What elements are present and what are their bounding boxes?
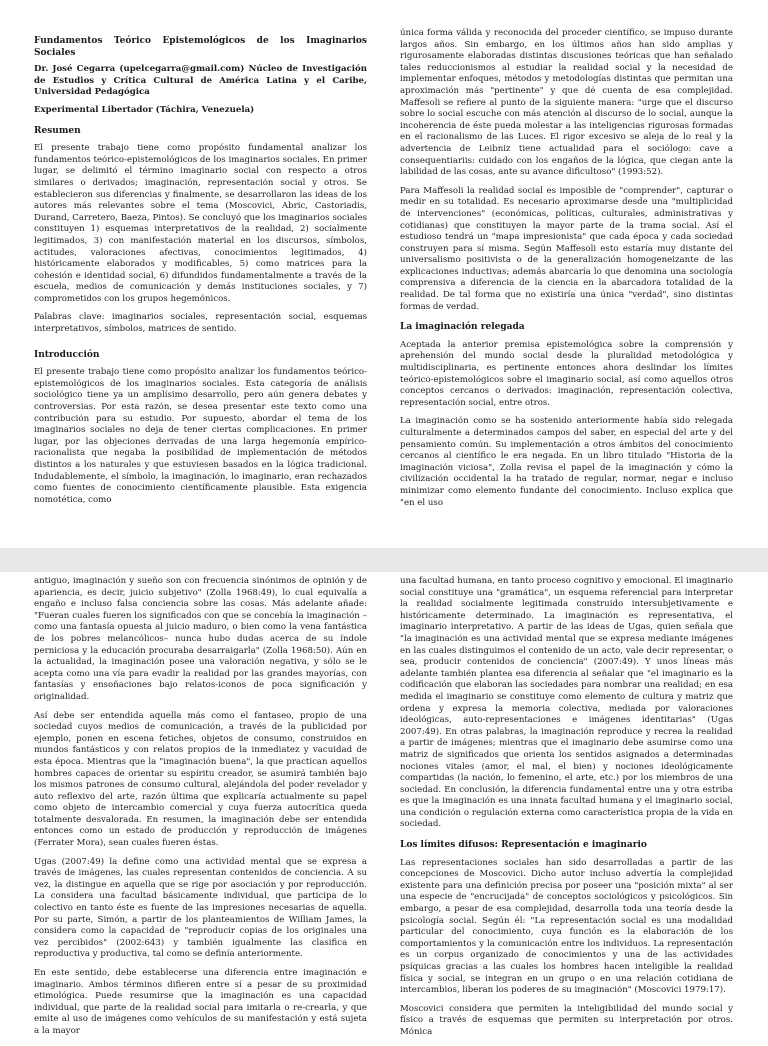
body-paragraph: La imaginación como se ha sostenido anteriormente había sido relegada culturalmente a determinados campos del saber, en especial del arte y del pensamiento común. Su implementación a otros ámbitos del conocimiento cercanos al científico le era negada. En un libro titulado "Historia de la imaginación viciosa", Zolla revisa el papel de la imaginación y cómo la civilización occidental la ha tratado de regular, normar, negar e incluso minimizar como elemento fundante del conocimiento. Incluso explica que "en el uso bbox=[400, 416, 733, 508]
intro-heading: Introducción bbox=[34, 349, 100, 360]
body-paragraph: Así debe ser entendida aquella más como el fantaseo, propio de una sociedad cuyos medios de comunicación, a través de la publicidad por ejemplo, ponen en escena fetiches, objetos de consumo, construidos en mundos fantásticos y con relatos propios de la inmediatez y vacuidad de esta época. Mientras que la "imaginación buena", la que practican aquellos hombres capaces de orientar su espíritu creador, se asumirá también bajo los mismos patrones de consumo cultural, alejándola del poder revelador y auto reflexivo del arte, razón última que explicaría actualmente su papel como objeto de intercambio comercial y cuya fuerza autocrítica queda totalmente desvalorada. En resumen, la imaginación debe ser entendida entonces como un estado de producción y reproducción de imágenes (Ferrater Mora), sean cuales fueren éstas. bbox=[34, 710, 367, 849]
body-paragraph: antiguo, imaginación y sueño son con frecuencia sinónimos de opinión y de apariencia, es decir, juicio subjetivo" (Zolla 1968:49), lo cual equivalía a engaño e incluso falsa conciencia sobre las cosas. Más adelante añade: "Fueran cuales fueren los significados con que se concebía la imaginación – como una fantasía opuesta al juicio maduro, o bien como la vena fantástica de los pobres melancólicos– nunca hubo dudas acerca de su índole perniciosa y la educación procuraba desarraigarla" (Zolla 1968:50). Aún en la actualidad, la imaginación posee una valoración negativa, y sólo se le acepta como una vía para evadir la realidad por las grandes mayorías, con fantasías y ensoñaciones bajo relatos-iconos de poca significación y originalidad. bbox=[34, 576, 367, 702]
body-paragraph: En este sentido, debe establecerse una diferencia entre imaginación e imaginario. Ambos términos difieren entre sí a pesar de su proximidad etimológica. Puede resumirse que la imaginación es una capacidad individual, que parte de la realidad social para imitarla o re-crearla, y que emite al uso de imágenes como vehículos de su manifestación y está sujeta a la mayor bbox=[34, 968, 367, 1036]
body-paragraph: Aceptada la anterior premisa epistemológica sobre la comprensión y aprehensión del mundo social desde la pluralidad metodológica y multidisciplinaria, es pertinente entonces ahora deslindar los límites teórico-epistemológicos sobre el imaginario social, así como aquellos otros conceptos cercanos o derivados: imaginación, representación colectiva, representación social, entre otros. bbox=[400, 339, 733, 408]
body-paragraph: Para Maffesoli la realidad social es imposible de "comprender", capturar o medir en su totalidad. Es necesario aproximarse desde una "multiplicidad de intervenciones" (económicas, políticas, culturales, administrativas y cotidianas) que constituyen la mayor parte de la trama social. Así el estudioso tendrá un "mapa impresionista" que cada época y cada sociedad construyen para sí misma. Según Maffesoli esto estaría muy distante del universalismo positivista o de la generalización homogeneizante de las explicaciones inductivas; además abarcaría lo que denomina una sociología comprensiva a diferencia de la ciencia en la abarcadora totalidad de la realidad. De tal forma que no existiría una única "verdad", sino distintas formas de verdad. bbox=[400, 185, 733, 312]
section-heading: La imaginación relegada bbox=[400, 322, 525, 333]
left-column bbox=[34, 576, 367, 1045]
body-paragraph: Ugas (2007:49) la define como una actividad mental que se expresa a través de imágenes, las cuales representan contenidos de conciencia. A su vez, la distingue en aquella que se rige por asociación y por reproducción. La considera una facultad básicamente individual, que participa de lo colectivo en tanto éste es fuente de las impresiones necesarias de aquella. Por su parte, Simón, a partir de los planteamientos de William James, la considera como la capacidad de "reproducir copias de los originales una vez percibidos" (2002:643) y también igualmente las clasifica en reproductiva y productiva, tal como se definía anteriormente. bbox=[34, 856, 367, 960]
keywords: Palabras clave: imaginarios sociales, representación social, esquemas interpretativos, símbolos, matrices de sentido. bbox=[34, 312, 367, 335]
author-line: Dr. José Cegarra (upelcegarra@gmail.com) Núcleo de Investigación de Estudios y Crítica Cultural de América Latina y el Caribe, Universidad Pedagógica bbox=[34, 64, 367, 98]
abstract-text: El presente trabajo tiene como propósito fundamental analizar los fundamentos teórico-epistemológicos de los imaginarios sociales. En primer lugar, se delimitó el término imaginario social con respecto a otros similares o derivados; imaginación, representación social y otros. Se establecieron sus diferencias y finalmente, se desarrollaron las ideas de los autores más relevantes sobre el tema (Moscovici, Abric, Castoriadis, Durand, Carretero, Baeza, Pintos). Se concluyó que los imaginarios sociales constituyen 1) esquemas interpretativos de la realidad, 2) socialmente legitimados, 3) con manifestación material en los discursos, símbolos, actitudes, valoraciones afectivas, conocimientos legitimados, 4) históricamente elaborados y modificables, 5) como matrices para la cohesión e identidad social, 6) difundidos fundamentalmente a través de la escuela, medios de comunicación y demás instituciones sociales, y 7) comprometidos con los grupos hegemónicos. bbox=[34, 143, 367, 304]
body-paragraph: una facultad humana, en tanto proceso cognitivo y emocional. El imaginario social constituye una "gramática", un esquema referencial para interpretar la realidad socialmente legitimada construido intersubjetivamente e históricamente determinado. La imaginación es representativa, el imaginario interpretativo. A partir de las ideas de Ugas, quien señala que "la imaginación es una actividad mental que se expresa mediante imágenes en las cuales distinguimos el contenido de un acto, vale decir representar, o sea, producir contenidos de conciencia" (2007:49). Y unos líneas más adelante también plantea esa diferencia al señalar que "el imaginario es la codificación que elaboran las sociedades para nombrar una realidad; en esa medida el imaginario se constituye como elemento de cultura y matriz que ordena y expresa la memoria colectiva, mediada por valoraciones ideológicas, auto-representaciones e imágenes identitarias" (Ugas 2007:49). En otras palabras, la imaginación reproduce y recrea la realidad a partir de imágenes; mientras que el imaginario debe asumirse como una matriz de significados que orienta los sentidos asignados a determinadas nociones vitales (amor, el mal, el bien) y nociones ideológicamente compartidas (la nación, lo femenino, el arte, etc.) por los miembros de una sociedad. En conclusión, la diferencia fundamental entre una y otra estriba es que la imaginación es una innata facultad humana y el imaginario social, una condición o regulación externa como característica propia de la vida en sociedad. bbox=[400, 576, 733, 830]
section-heading: Los límites difusos: Representación e imaginario bbox=[400, 840, 647, 851]
paper-title: Fundamentos Teórico Epistemológicos de los Imaginarios Sociales bbox=[34, 36, 367, 58]
right-column bbox=[400, 28, 733, 516]
affiliation-line: Experimental Libertador (Táchira, Venezuela) bbox=[34, 104, 255, 115]
right-column bbox=[400, 576, 733, 1046]
document-page-bottom bbox=[0, 572, 768, 1037]
left-column bbox=[34, 36, 367, 513]
body-paragraph: Las representaciones sociales han sido desarrolladas a partir de las concepciones de Moscovici. Dicho autor incluso advertía la complejidad existente para una definición precisa por poseer una "posición mixta" al ser una especie de "encrucijada" de conceptos sociológicos y psicológicos. Sin embargo, a pesar de esa complejidad, desarrolla toda una teoría desde la psicología social. Según él: "La representación social es una modalidad particular del conocimiento, cuya función es la elaboración de los comportamientos y la comunicación entre los individuos. La representación es un corpus organizado de conocimientos y una de las actividades psíquicas gracias a las cuales los hombres hacen inteligible la realidad física y social, se integran en un grupo o en una relación cotidiana de intercambios, liberan los poderes de su imaginación" (Moscovici 1979:17). bbox=[400, 857, 733, 996]
body-paragraph: Moscovici considera que permiten la inteligibilidad del mundo social y físico a través de esquemas que permiten su interpretación por otros. Mónica bbox=[400, 1003, 733, 1037]
abstract-heading: Resumen bbox=[34, 125, 81, 136]
body-paragraph: única forma válida y reconocida del proceder científico, se impuso durante largos años. Sin embargo, en los últimos años han sido amplias y rigurosamente elaboradas distintas discusiones teóricas que han señalado tales reduccionismos al estudiar la realidad social y la necesidad de implementar enfoques, métodos y metodologías distintas que permitan una aproximación más "pertinente" y que dé cuenta de esa complejidad. Maffesoli se refiere al punto de la siguiente manera: "urge que el discurso sobre lo social escuche con más atención al discurso de lo social, aunque la incoherencia de éste pueda molestar a las inteligencias rigurosas formadas en el racionalismo de las Luces. El rigor excesivo se aleja de lo real y la advertencia de Leibniz tiene actualidad para el sociólogo: cave a consequentiariis: cuidado con los engaños de la lógica, que ciegan ante la labilidad de las cosas, ante su avance dificultoso" (1993:52). bbox=[400, 28, 733, 178]
intro-paragraph: El presente trabajo tiene como propósito analizar los fundamentos teórico-epistemológicos de los imaginarios sociales. Esta categoría de análisis sociológico tiene ya un amplísimo desarrollo, pero aún genera debates y controversias. Por esta razón, se desea presentar este texto como una contribución para su estudio. Por supuesto, abordar el tema de los imaginarios sociales no deja de tener ciertas complicaciones. En primer lugar, por las objeciones derivadas de una larga hegemonía empírico-racionalista que negaba la posibilidad de implementación de métodos distintos a los naturales y que estuviesen basados en la lógica tradicional. Indudablemente, el símbolo, la imaginación, lo imaginario, eran rechazados como fuentes de conocimiento científicamente plausible. Esta exigencia nomotética, como bbox=[34, 367, 367, 505]
page-gap bbox=[0, 548, 768, 572]
